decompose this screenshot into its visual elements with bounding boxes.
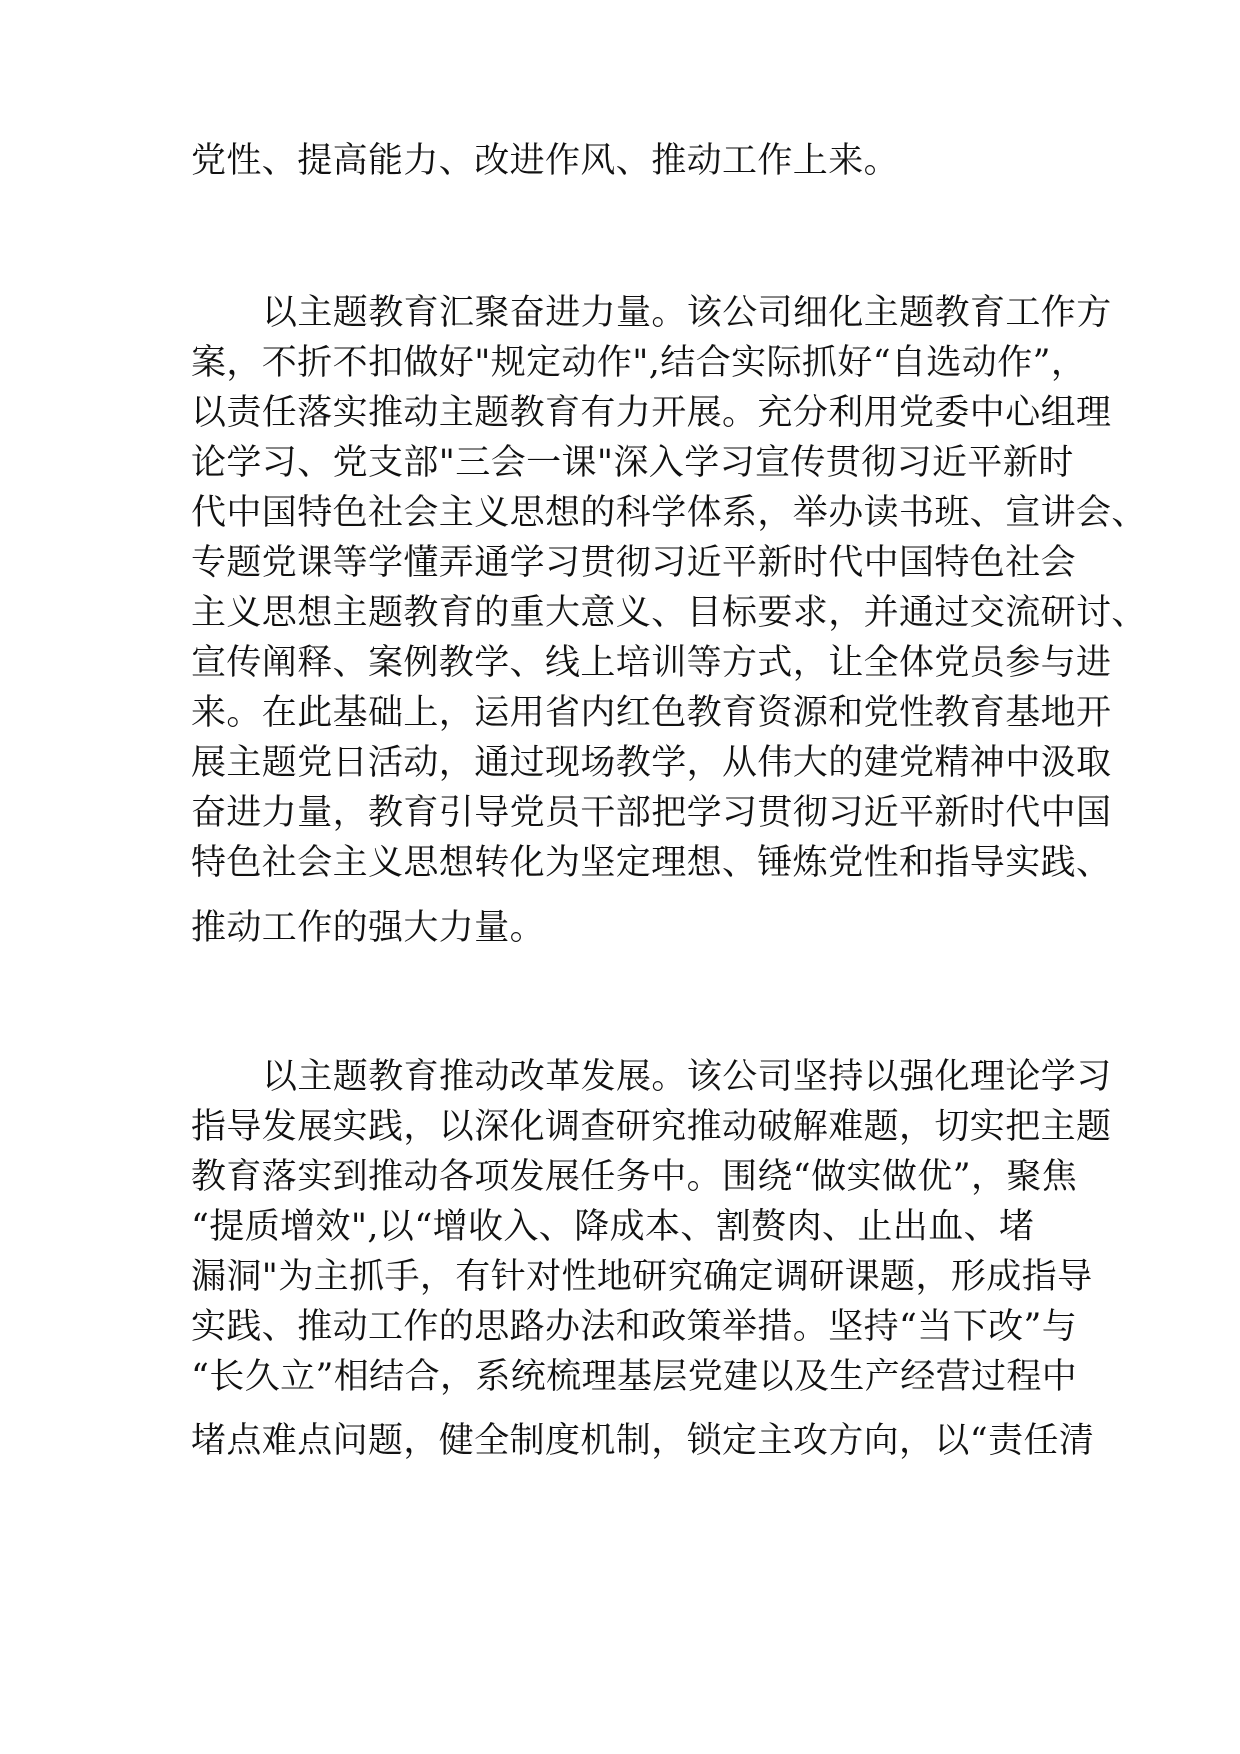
text-line: “长久立”相结合，系统梳理基层党建以及生产经营过程中 (191, 1357, 1078, 1397)
text-line: 宣传阐释、案例教学、线上培训等方式，让全体党员参与进 (191, 643, 1112, 683)
text-line: 来。在此基础上，运用省内红色教育资源和党性教育基地开 (191, 693, 1112, 733)
text-line: 指导发展实践，以深化调查研究推动破解难题，切实把主题 (191, 1107, 1112, 1147)
text-line: 主义思想主题教育的重大意义、目标要求，并通过交流研讨、 (191, 593, 1147, 633)
text-line: 专题党课等学懂弄通学习贯彻习近平新时代中国特色社会 (191, 543, 1077, 583)
text-line: 堵点难点问题，健全制度机制，锁定主攻方向，以“责任清 (191, 1421, 1095, 1461)
text-line: “提质增效",以“增收入、降成本、割赘肉、止出血、堵 (191, 1207, 1035, 1247)
text-line: 教育落实到推动各项发展任务中。围绕“做实做优”，聚焦 (191, 1157, 1078, 1197)
text-line: 展主题党日活动，通过现场教学，从伟大的建党精神中汲取 (191, 743, 1112, 783)
paragraph-first-line: 以主题教育推动改革发展。该公司坚持以强化理论学习 (262, 1057, 1112, 1097)
text-line: 奋进力量，教育引导党员干部把学习贯彻习近平新时代中国 (191, 793, 1112, 833)
text-line: 代中国特色社会主义思想的科学体系，举办读书班、宣讲会、 (191, 493, 1147, 533)
paragraph-first-line: 以主题教育汇聚奋进力量。该公司细化主题教育工作方 (262, 293, 1112, 333)
text-line: 党性、提高能力、改进作风、推动工作上来。 (191, 141, 900, 181)
text-line: 推动工作的强大力量。 (191, 908, 546, 948)
text-line: 实践、推动工作的思路办法和政策举措。坚持“当下改”与 (191, 1307, 1078, 1347)
text-line: 案，不折不扣做好"规定动作",结合实际抓好“自选动作”， (191, 343, 1087, 383)
text-line: 特色社会主义思想转化为坚定理想、锤炼党性和指导实践、 (191, 843, 1112, 883)
text-line: 漏洞"为主抓手，有针对性地研究确定调研课题，形成指导 (191, 1257, 1093, 1297)
text-line: 论学习、党支部"三会一课"深入学习宣传贯彻习近平新时 (191, 443, 1074, 483)
text-line: 以责任落实推动主题教育有力开展。充分利用党委中心组理 (191, 393, 1112, 433)
